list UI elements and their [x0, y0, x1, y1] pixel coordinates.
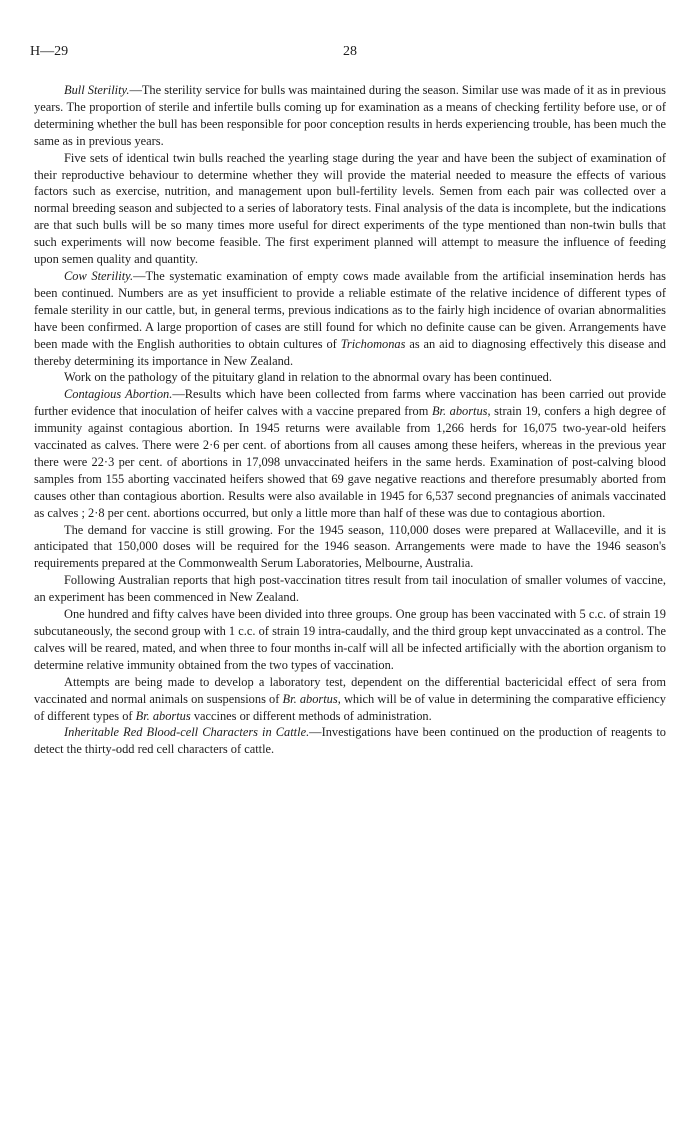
organism-name: Br. abortus [431, 404, 488, 419]
paragraph-text: —Investigations have been continued on the production of reagents to detect the thirty-odd red cell characters of cattle. [34, 725, 666, 757]
organism-name: Br. abortus [135, 708, 191, 723]
paragraph-contagious-abortion [34, 386, 666, 521]
page-header [30, 44, 670, 62]
paragraph-text: The demand for vaccine is still growing. For the 1945 season, 110,000 doses were prepared at Wallaceville, and it is anticipated that 150,000 doses will be required for the 1946 season. Arrangements were made to have the 1946 season's requirements prepared at the Commonwealth Serum Laboratories, Melbourne, Australia. [34, 522, 666, 571]
paragraph-twin-bulls [34, 150, 666, 268]
paragraph-australian-reports [34, 572, 666, 606]
section-heading-red-blood-cell: Inheritable Red Blood-cell Characters in Cattle. [64, 725, 310, 740]
organism-name: Trichomonas [340, 336, 406, 351]
paragraph-text: , strain 19, confers a high degree of immunity against contagious abortion. In 1945 returns were available from 1,266 herds for 16,075 two-year-old heifers vaccinated as calves. There were 2·6 per cent. of abortions from all causes among these heifers, whereas in the previous year there were 22·3 per cent. of abortions in 17,098 unvaccinated heifers in the same herds. Examination of post-calving blood samples from 155 aborting vaccinated heifers showed that 69 gave negative reactions and therefore presumably aborted from causes other than contagious abortion. Results were also available in 1945 for 6,537 second pregnancies of animals vaccinated as calves ; 2·8 per cent. abortions occurred, but only a little more than half of these was due to contagious abortion. [34, 404, 666, 520]
paragraph-text: , which will be of value in determining the comparative efficiency of different types of [34, 691, 666, 723]
report-reference: H—29 [30, 44, 69, 59]
page-number: 28 [343, 44, 357, 59]
paragraph-text: —The sterility service for bulls was maintained during the season. Similar use was made of it as in previous years. The proportion of sterile and infertile bulls coming up for examination as a means of checking fertility before use, or of determining whether the bull has been responsible for poor conception results in herds experiencing trouble, has been much the same as in previous years. [34, 83, 666, 148]
body-text [34, 82, 666, 758]
paragraph-text: One hundred and fifty calves have been divided into three groups. One group has been vaccinated with 5 c.c. of strain 19 subcutaneously, the second group with 1 c.c. of strain 19 intra-caudally, and the third group kept unvaccinated as a control. The calves will be reared, mated, and when three to four months in-calf will all be infected artificially with the abortion organism to determine relative immunity obtained from the two types of vaccination. [34, 607, 666, 672]
section-heading-bull-sterility: Bull Sterility. [64, 83, 130, 97]
paragraph-text: Following Australian reports that high post-vaccination titres result from tail inoculation of smaller volumes of vaccine, an experiment has been commenced in New Zealand. [34, 573, 666, 605]
section-heading-contagious-abortion: Contagious Abortion. [64, 387, 173, 402]
paragraph-red-blood-cell [34, 724, 666, 758]
paragraph-text: —Results which have been collected from farms where vaccination has been carried out provide further evidence that inoculation of heifer calves with a vaccine prepared from [34, 387, 667, 419]
paragraph-text: Attempts are being made to develop a laboratory test, dependent on the differential bactericidal effect of sera from vaccinated and normal animals on suspensions of [34, 674, 666, 706]
paragraph-laboratory-test [34, 674, 666, 725]
paragraph-calf-groups [34, 606, 666, 674]
paragraph-bull-sterility [34, 82, 666, 150]
paragraph-vaccine-demand [34, 522, 666, 573]
section-heading-cow-sterility: Cow Sterility. [64, 268, 134, 283]
paragraph-text: Five sets of identical twin bulls reached the yearling stage during the year and have been the subject of examination of their reproductive behaviour to determine whether they will provide the material needed to measure the effects of various factors such as exercise, nutrition, and management upon bull-fertility levels. Semen from each pair was collected over a normal breeding season and subjected to a series of laboratory tests. Final analysis of the data is incomplete, but the indications are that such bulls will be so many times more useful for direct experiments of the type mentioned than non-twin bulls that such experiments will now become feasible. The first experiment planned will attempt to measure the influence of feeding upon semen quality and quantity. [34, 150, 666, 267]
paragraph-text: vaccines or different methods of administration. [190, 708, 432, 723]
paragraph-cow-sterility [34, 268, 666, 369]
paragraph-text: Work on the pathology of the pituitary gland in relation to the abnormal ovary has been continued. [64, 370, 552, 385]
paragraph-text: —The systematic examination of empty cows made available from the artificial insemination herds has been continued. Numbers are as yet insufficient to provide a reliable estimate of the relative incidence of different types of female sterility in our cattle, but, in general terms, previous indications as to the fairly high incidence of ovarian abnormalities have been confirmed. A large proportion of cases are still found for which no definite cause can be given. Arrangements have been made with the English authorities to obtain cultures of [34, 268, 666, 351]
organism-name: Br. abortus [282, 691, 338, 706]
paragraph-pituitary [34, 369, 666, 386]
paragraph-text: as an aid to diagnosing effectively this disease and thereby determining its importance in New Zealand. [34, 336, 666, 368]
